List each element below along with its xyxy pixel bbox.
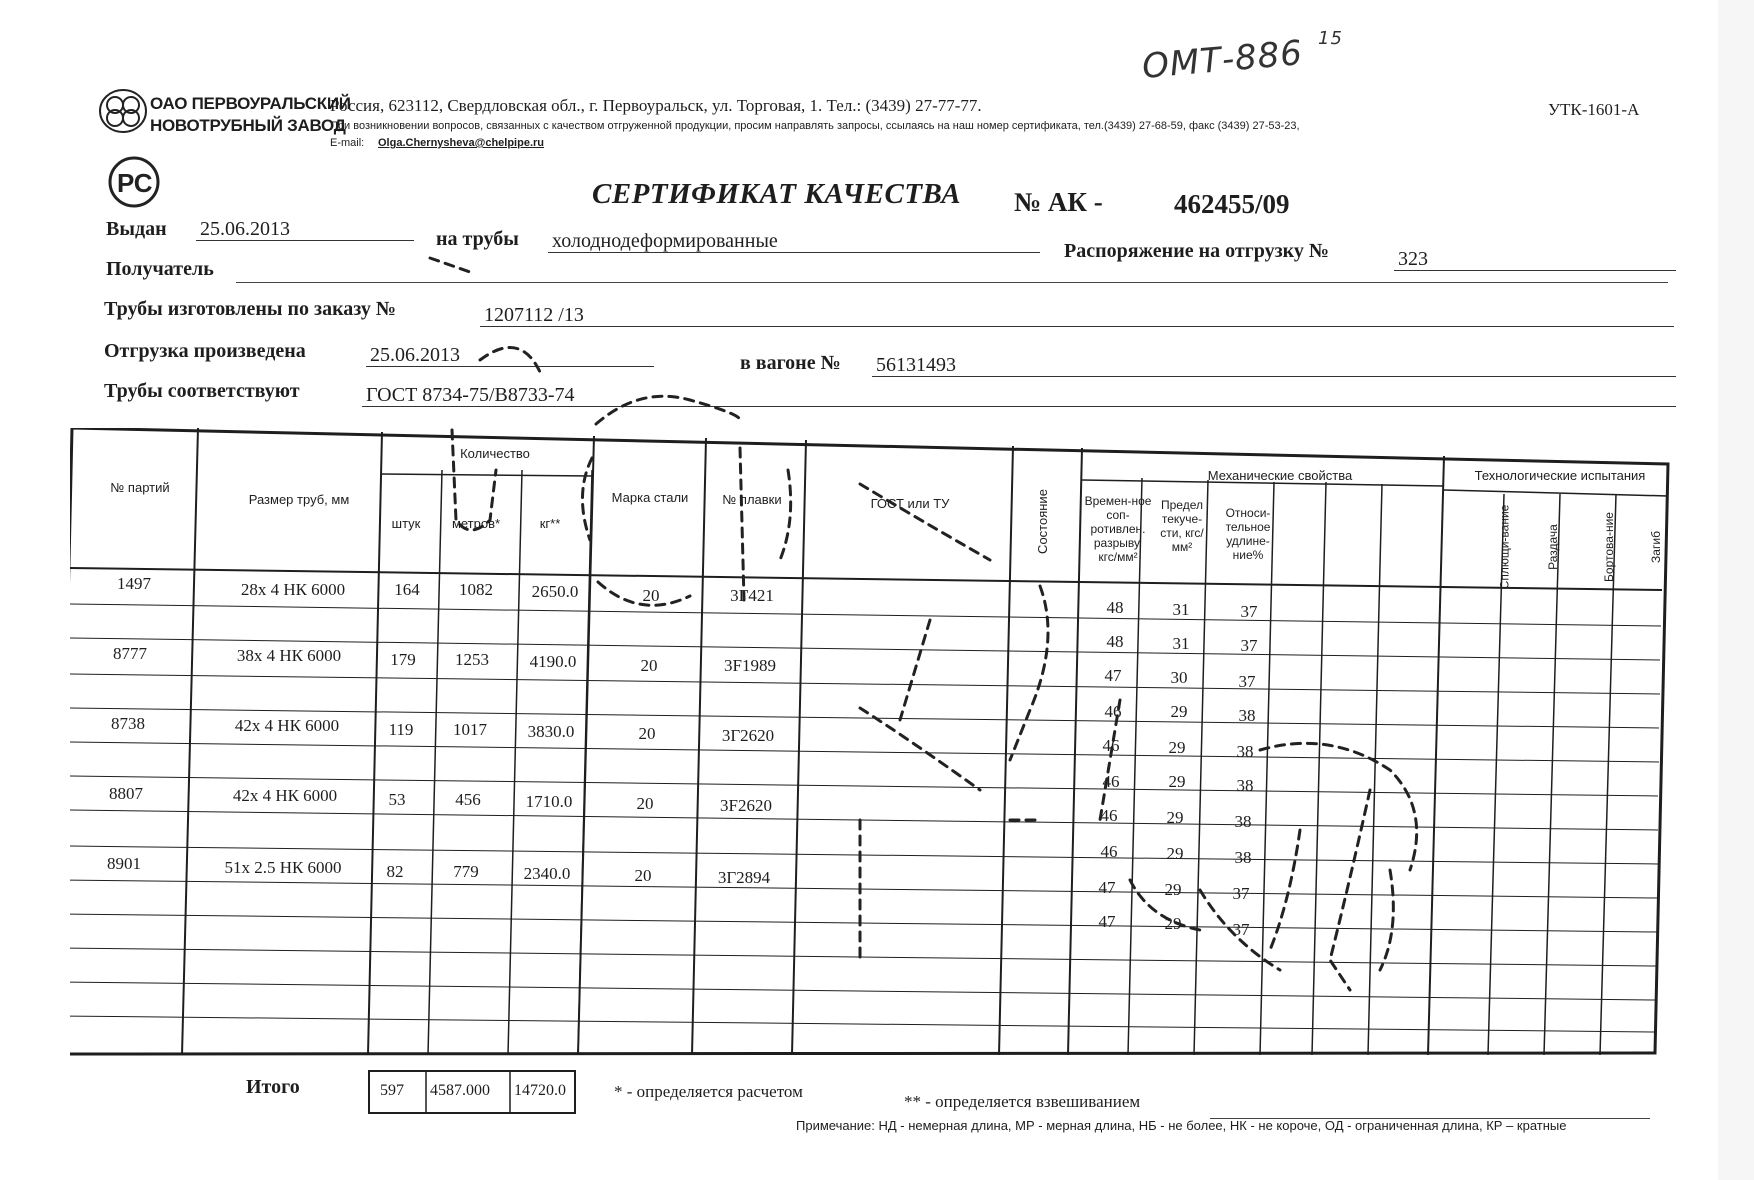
header-batch: № партий (110, 480, 170, 495)
company-name-line1: ОАО ПЕРВОУРАЛЬСКИЙ (150, 94, 351, 113)
header-mechanical: Механические свойства (1207, 468, 1353, 483)
cell-size: 51х 2.5 НК 6000 (224, 858, 342, 877)
form-code: УТК-1601-А (1548, 100, 1640, 119)
recipient-label: Получатель (106, 258, 214, 280)
cell-elongation: 38 (1238, 706, 1256, 725)
cell-heat: 3Г421 (730, 586, 774, 605)
cell-meters: 779 (453, 862, 479, 881)
issued-date: 25.06.2013 (196, 218, 414, 241)
note-weighed: ** - определяется взвешиванием (904, 1092, 1141, 1111)
header-steel-grade: Марка стали (611, 490, 689, 505)
cell-yield: 29 (1166, 844, 1184, 863)
cell-tensile: 47 (1104, 666, 1122, 685)
header-pieces: штук (391, 516, 421, 531)
totals-label: Итого (246, 1076, 300, 1098)
cell-elongation: 38 (1236, 776, 1254, 795)
header-size: Размер труб, мм (248, 492, 350, 507)
certificate-table-grid (70, 428, 1688, 1068)
cell-elongation: 37 (1240, 602, 1258, 621)
cell-pieces: 119 (388, 720, 414, 739)
header-standard: ГОСТ или ТУ (870, 496, 950, 511)
scan-edge (1718, 0, 1754, 1180)
cell-elongation: 37 (1240, 636, 1258, 655)
totals-kg: 14720.0 (514, 1082, 566, 1099)
cell-pieces: 82 (386, 862, 404, 881)
cell-yield: 31 (1172, 634, 1190, 653)
cell-size: 42х 4 НК 6000 (232, 786, 338, 805)
cell-tensile: 48 (1106, 598, 1124, 617)
conformity-label: Трубы соответствуют (104, 380, 300, 402)
cell-elongation: 38 (1234, 848, 1252, 867)
cell-grade: 20 (640, 656, 658, 675)
cell-tensile: 46 (1102, 736, 1120, 755)
certificate-number: 462455/09 (1174, 189, 1290, 219)
header-tensile: Времен-ное соп-ротивлен. разрыву, кгс/мм² (1084, 494, 1152, 564)
pipes-label: на трубы (436, 228, 519, 250)
cell-pieces: 53 (388, 790, 406, 809)
header-state: Состояние (1034, 489, 1050, 554)
cell-yield: 29 (1164, 914, 1182, 933)
header-kg: кг** (539, 516, 561, 531)
cell-size: 38х 4 НК 6000 (236, 646, 342, 665)
cell-batch: 1497 (117, 574, 151, 593)
cell-meters: 456 (455, 790, 481, 809)
header-technological: Технологические испытания (1474, 468, 1646, 483)
cell-kg: 4190.0 (529, 652, 577, 671)
email-label: E-mail: (330, 137, 365, 149)
cell-tensile: 46 (1102, 772, 1120, 791)
certification-mark-icon (104, 152, 166, 210)
company-logo-icon (98, 88, 148, 134)
company-address: Россия, 623112, Свердловская обл., г. Первоуральск, ул. Торговая, 1. Тел.: (3439) 27-77-77. (330, 96, 982, 115)
wagon-label: в вагоне № (740, 352, 841, 374)
cell-tensile: 47 (1098, 912, 1116, 931)
cell-yield: 30 (1170, 668, 1188, 687)
cell-batch: 8777 (113, 644, 147, 663)
header-elongation: Относи-тельное удлине-ние% (1225, 506, 1271, 562)
cell-elongation: 37 (1238, 672, 1256, 691)
cell-yield: 29 (1170, 702, 1188, 721)
footnote: Примечание: НД - немерная длина, МР - мерная длина, НБ - не более, НК - не короче, ОД - ограниченная длина, КР – кратные (796, 1118, 1567, 1133)
cell-batch: 8807 (109, 784, 143, 803)
cell-heat: 3Г2894 (717, 868, 771, 887)
header-quantity: Количество (460, 446, 530, 461)
shipped-label: Отгрузка произведена (104, 340, 306, 362)
cell-yield: 31 (1172, 600, 1190, 619)
header-bend: Загиб (1648, 531, 1663, 563)
cell-elongation: 37 (1232, 884, 1250, 903)
cell-kg: 2340.0 (523, 864, 571, 883)
header-flaring: Раздача (1545, 524, 1560, 570)
issued-label: Выдан (106, 218, 167, 240)
header-yield: Предел текуче-сти, кгс/мм² (1160, 498, 1204, 554)
cell-heat: 3F2620 (720, 796, 772, 815)
cell-heat: 3F1989 (724, 656, 776, 675)
cell-tensile: 48 (1106, 632, 1124, 651)
cell-kg: 1710.0 (525, 792, 573, 811)
cell-tensile: 47 (1098, 878, 1116, 897)
cell-tensile: 46 (1100, 842, 1118, 861)
note-calculated: * - определяется расчетом (614, 1082, 803, 1101)
cell-tensile: 46 (1100, 806, 1118, 825)
cell-size: 28х 4 НК 6000 (240, 580, 346, 599)
cell-grade: 20 (634, 866, 652, 885)
contact-note: При возникновении вопросов, связанных с качеством отгруженной продукции, просим направлять запросы, ссылаясь на наш номер сертификата, тел.(3439) 27-68-59, факс (3439) 27-53-23, (330, 120, 1300, 132)
cell-meters: 1253 (455, 650, 489, 669)
cell-batch: 8738 (111, 714, 145, 733)
wagon-number: 56131493 (872, 354, 1676, 377)
certificate-number-label: № АК - (1014, 187, 1103, 217)
cell-grade: 20 (638, 724, 656, 743)
cell-heat: 3Г2620 (721, 726, 775, 745)
conformity-standard: ГОСТ 8734-75/В8733-74 (362, 384, 1676, 407)
cell-yield: 29 (1164, 880, 1182, 899)
cell-yield: 29 (1166, 808, 1184, 827)
company-name-line2: НОВОТРУБНЫЙ ЗАВОД (150, 116, 346, 135)
handwritten-superscript: 15 (1318, 28, 1343, 49)
cell-yield: 29 (1168, 738, 1186, 757)
order-number: 1207112 /13 (480, 304, 1674, 327)
shipment-order-label: Распоряжение на отгрузку № (1064, 240, 1329, 262)
cell-size: 42х 4 НК 6000 (234, 716, 340, 735)
cell-batch: 8901 (107, 854, 141, 873)
certificate-title: СЕРТИФИКАТ КАЧЕСТВА (592, 178, 962, 210)
cell-pieces: 179 (390, 650, 416, 669)
email-address: Olga.Chernysheva@chelpipe.ru (378, 137, 544, 149)
pipes-type: холоднодеформированные (548, 230, 1040, 253)
made-to-order-label: Трубы изготовлены по заказу № (104, 298, 397, 320)
shipment-order-number: 323 (1394, 248, 1676, 271)
cell-grade: 20 (642, 586, 660, 605)
header-meters: метров* (451, 516, 501, 531)
cell-elongation: 38 (1234, 812, 1252, 831)
totals-meters: 4587.000 (430, 1082, 490, 1099)
cell-kg: 3830.0 (527, 722, 575, 741)
header-flanging: Бортова-ние (1601, 512, 1616, 582)
header-flattening: Сплющи-вание (1497, 504, 1512, 590)
totals-pieces: 597 (380, 1082, 404, 1099)
cell-grade: 20 (636, 794, 654, 813)
handwritten-reference: ОМТ-886 (1140, 33, 1305, 87)
cell-yield: 29 (1168, 772, 1186, 791)
cell-tensile: 46 (1104, 702, 1122, 721)
cell-elongation: 38 (1236, 742, 1254, 761)
cell-elongation: 37 (1232, 920, 1250, 939)
cell-meters: 1082 (459, 580, 493, 599)
shipped-date: 25.06.2013 (366, 344, 654, 367)
recipient-line (236, 282, 1668, 283)
cell-meters: 1017 (453, 720, 487, 739)
header-heat-number: № плавки (722, 492, 782, 507)
cell-kg: 2650.0 (531, 582, 579, 601)
svg-text:РС: РС (117, 168, 153, 198)
cell-pieces: 164 (394, 580, 420, 599)
